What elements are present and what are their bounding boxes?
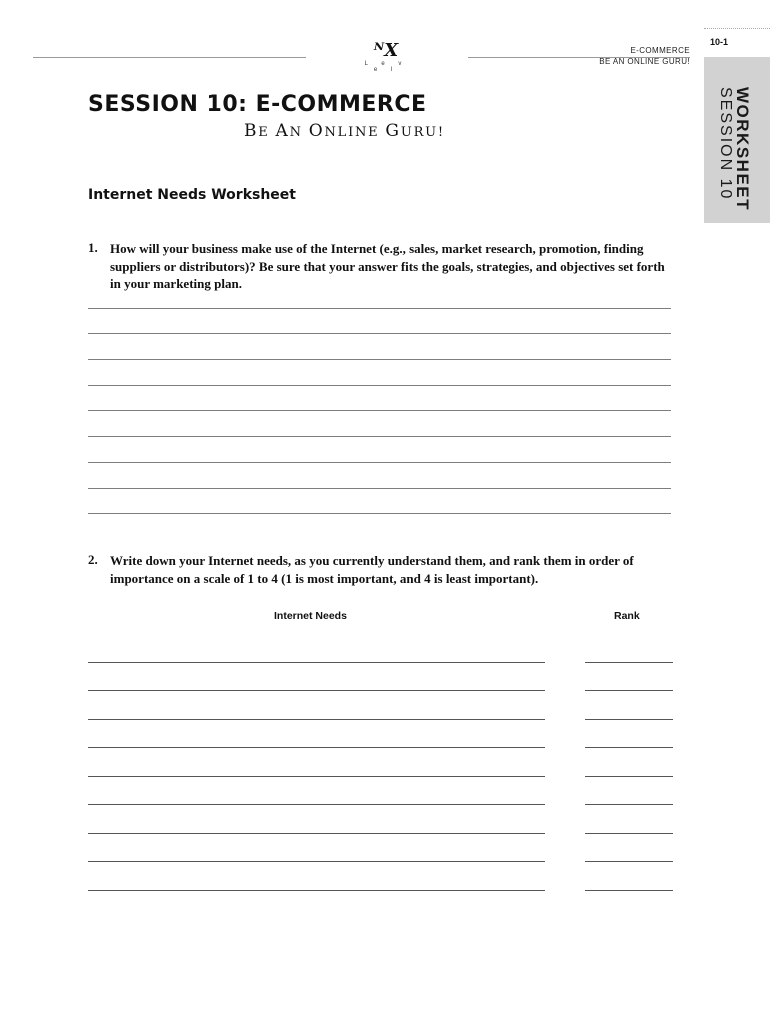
rank-line[interactable]: [585, 719, 673, 720]
question-2-number: 2.: [88, 552, 98, 567]
rank-line[interactable]: [585, 662, 673, 663]
page-title: SESSION 10: E-COMMERCE: [88, 92, 427, 117]
header-rule-left: [33, 57, 306, 58]
side-tab-label: [716, 87, 752, 211]
page-subtitle: BE AN ONLINE GURU!: [244, 121, 445, 141]
side-tab: [704, 57, 770, 223]
need-line[interactable]: [88, 747, 545, 748]
need-line[interactable]: [88, 662, 545, 663]
answer-line[interactable]: [88, 385, 671, 386]
side-tab-session: SESSION 10: [717, 87, 734, 201]
need-line[interactable]: [88, 719, 545, 720]
need-line[interactable]: [88, 776, 545, 777]
rank-line[interactable]: [585, 776, 673, 777]
answer-line[interactable]: [88, 359, 671, 360]
answer-line[interactable]: [88, 488, 671, 489]
side-tab-worksheet: WORKSHEET: [733, 87, 752, 211]
running-header-line2: BE AN ONLINE GURU!: [599, 57, 690, 66]
need-line[interactable]: [88, 890, 545, 891]
question-1-number: 1.: [88, 240, 98, 255]
need-line[interactable]: [88, 861, 545, 862]
rank-line[interactable]: [585, 804, 673, 805]
logo: [360, 40, 412, 73]
rank-column-header: Rank: [614, 610, 640, 622]
needs-column-header: Internet Needs: [274, 610, 347, 622]
need-line[interactable]: [88, 833, 545, 834]
rank-line[interactable]: [585, 747, 673, 748]
tab-dotted-rule: [704, 28, 770, 29]
rank-line[interactable]: [585, 690, 673, 691]
rank-line[interactable]: [585, 833, 673, 834]
rank-line[interactable]: [585, 861, 673, 862]
answer-line[interactable]: [88, 513, 671, 514]
worksheet-heading: Internet Needs Worksheet: [88, 187, 296, 203]
running-header-line1: E-COMMERCE: [630, 46, 690, 55]
answer-line[interactable]: [88, 308, 671, 309]
need-line[interactable]: [88, 804, 545, 805]
answer-line[interactable]: [88, 333, 671, 334]
answer-line[interactable]: [88, 462, 671, 463]
logo-mark: ᴺX: [373, 40, 399, 61]
rank-line[interactable]: [585, 890, 673, 891]
question-2-text: Write down your Internet needs, as you currently understand them, and rank them in order of importance on a scale of 1 to 4 (1 is most important, and 4 is least important).: [110, 553, 634, 586]
running-header: [520, 45, 690, 67]
logo-wordmark: L e v e l: [364, 61, 408, 73]
page-number: 10-1: [710, 37, 729, 47]
answer-line[interactable]: [88, 410, 671, 411]
need-line[interactable]: [88, 690, 545, 691]
answer-line[interactable]: [88, 436, 671, 437]
question-1-text: How will your business make use of the Internet (e.g., sales, market research, promotion, finding suppliers or distributors)? Be sure that your answer fits the goals, strategies, and objectives set forth in your marketing plan.: [110, 241, 665, 291]
